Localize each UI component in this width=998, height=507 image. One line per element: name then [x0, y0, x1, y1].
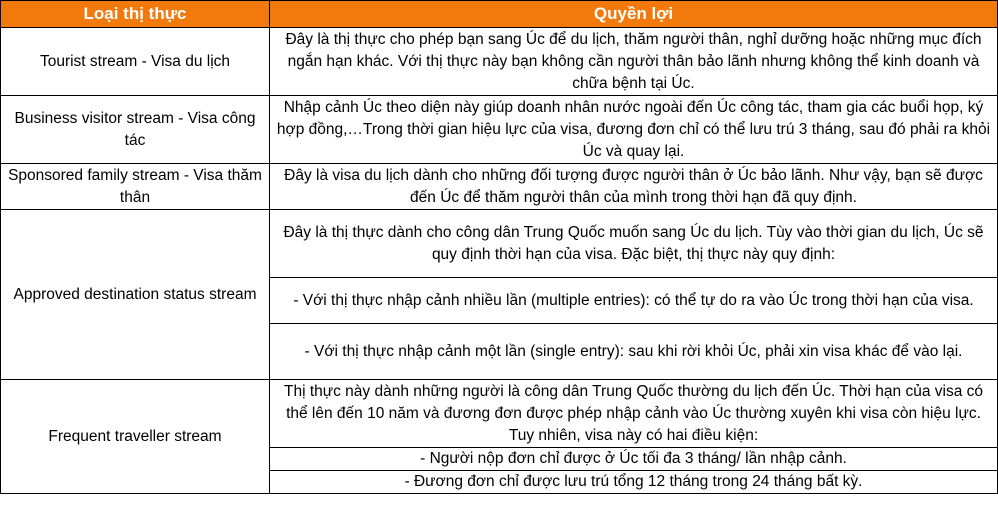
header-visa-type: Loại thị thực: [1, 1, 270, 28]
benefit-cell: - Người nộp đơn chỉ được ở Úc tối đa 3 tháng/ lần nhập cảnh.: [270, 448, 998, 471]
benefit-cell: Đây là thị thực dành cho công dân Trung Quốc muốn sang Úc du lịch. Tùy vào thời gian du lịch, Úc sẽ quy định thời hạn của visa. Đặc biệt, thị thực này quy định:: [270, 210, 998, 278]
table-row: [1, 96, 998, 164]
benefit-cell: Đây là visa du lịch dành cho những đối tượng được người thân ở Úc bảo lãnh. Như vậy, bạn sẽ được đến Úc để thăm người thân của mình trong thời hạn đã quy định.: [270, 164, 998, 210]
table-row: [1, 28, 998, 96]
benefit-cell: - Đương đơn chỉ được lưu trú tổng 12 tháng trong 24 tháng bất kỳ.: [270, 471, 998, 494]
benefit-cell: - Với thị thực nhập cảnh một lần (single entry): sau khi rời khỏi Úc, phải xin visa khác để vào lại.: [270, 324, 998, 380]
visa-type-cell: Approved destination status stream: [1, 210, 270, 380]
visa-type-cell: Business visitor stream - Visa công tác: [1, 96, 270, 164]
visa-type-cell: Sponsored family stream - Visa thăm thân: [1, 164, 270, 210]
visa-type-cell: Frequent traveller stream: [1, 380, 270, 494]
benefit-cell: Nhập cảnh Úc theo diện này giúp doanh nhân nước ngoài đến Úc công tác, tham gia các buổi họp, ký hợp đồng,…Trong thời gian hiệu lực của visa, đương đơn chỉ có thể lưu trú 3 tháng, sau đó phải ra khỏi Úc và quay lại.: [270, 96, 998, 164]
table-header-row: [1, 1, 998, 28]
benefit-cell: Đây là thị thực cho phép bạn sang Úc để du lịch, thăm người thân, nghỉ dưỡng hoặc những mục đích ngắn hạn khác. Với thị thực này bạn không cần người thân bảo lãnh nhưng không thể kinh doanh và chữa bệnh tại Úc.: [270, 28, 998, 96]
table-row: [1, 164, 998, 210]
table-row: [1, 380, 998, 448]
benefit-cell: Thị thực này dành những người là công dân Trung Quốc thường du lịch đến Úc. Thời hạn của visa có thể lên đến 10 năm và đương đơn được phép nhập cảnh vào Úc thường xuyên khi visa còn hiệu lực. Tuy nhiên, visa này có hai điều kiện:: [270, 380, 998, 448]
table-row: [1, 210, 998, 278]
header-benefits: Quyền lợi: [270, 1, 998, 28]
benefit-cell: - Với thị thực nhập cảnh nhiều lần (multiple entries): có thể tự do ra vào Úc trong thời hạn của visa.: [270, 278, 998, 324]
visa-type-cell: Tourist stream - Visa du lịch: [1, 28, 270, 96]
